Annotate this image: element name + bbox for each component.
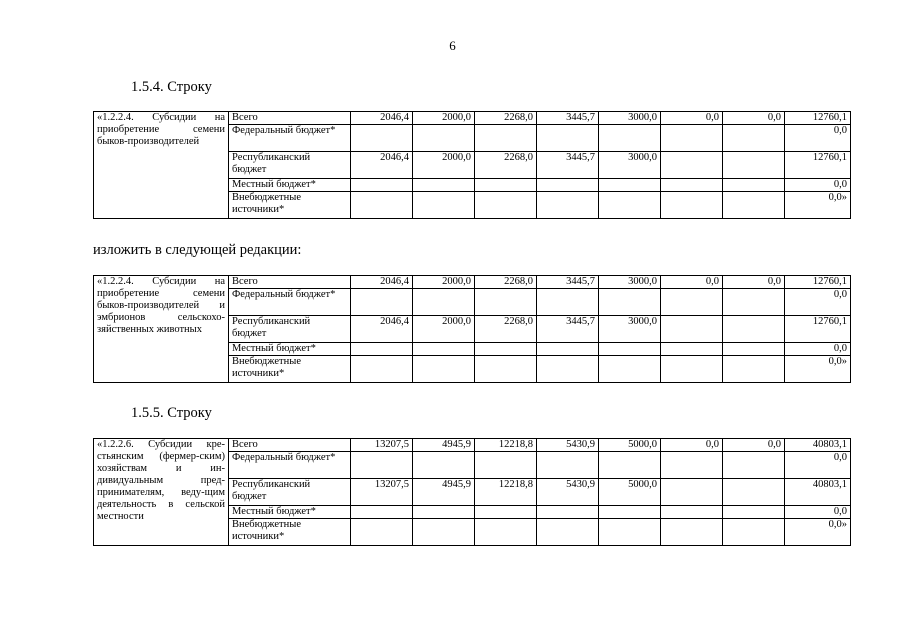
value-cell bbox=[537, 506, 599, 519]
budget-table-original bbox=[93, 111, 851, 219]
value-cell: 2268,0 bbox=[475, 152, 537, 179]
value-cell bbox=[723, 192, 785, 219]
funding-source-cell: Местный бюджет* bbox=[229, 506, 351, 519]
value-cell bbox=[475, 289, 537, 316]
value-cell bbox=[351, 452, 413, 479]
value-cell bbox=[599, 356, 661, 383]
funding-source-cell: Внебюджетные источники* bbox=[229, 519, 351, 546]
value-cell bbox=[475, 343, 537, 356]
value-cell bbox=[413, 356, 475, 383]
value-cell bbox=[537, 452, 599, 479]
funding-source-cell: Республиканский бюджет bbox=[229, 479, 351, 506]
measure-name-cell: «1.2.2.4. Субсидии на приобретение семени быков-производителей и эмбрионов сельскохо-зяйственных животных bbox=[94, 276, 229, 383]
value-cell: 3445,7 bbox=[537, 152, 599, 179]
value-cell: 5430,9 bbox=[537, 479, 599, 506]
value-cell bbox=[475, 356, 537, 383]
value-cell: 3000,0 bbox=[599, 316, 661, 343]
value-cell bbox=[723, 356, 785, 383]
value-cell bbox=[537, 179, 599, 192]
value-cell: 40803,1 bbox=[785, 479, 851, 506]
value-cell bbox=[723, 519, 785, 546]
value-cell: 12760,1 bbox=[785, 112, 851, 125]
value-cell: 2046,4 bbox=[351, 316, 413, 343]
funding-source-cell: Всего bbox=[229, 112, 351, 125]
budget-table-1-5-5 bbox=[93, 438, 851, 546]
measure-name-cell: «1.2.2.6. Субсидии кре-стьянским (фермер-ским) хозяйствам и ин-дивидуальным пред-принимателям, веду-щим деятельность в сельской местности bbox=[94, 439, 229, 546]
value-cell: 0,0 bbox=[661, 276, 723, 289]
value-cell: 3000,0 bbox=[599, 112, 661, 125]
value-cell bbox=[599, 452, 661, 479]
value-cell bbox=[475, 125, 537, 152]
value-cell bbox=[599, 506, 661, 519]
value-cell bbox=[351, 506, 413, 519]
value-cell bbox=[599, 125, 661, 152]
funding-source-cell: Республиканский бюджет bbox=[229, 152, 351, 179]
value-cell bbox=[599, 343, 661, 356]
value-cell bbox=[723, 506, 785, 519]
value-cell bbox=[351, 125, 413, 152]
value-cell bbox=[661, 479, 723, 506]
value-cell bbox=[661, 343, 723, 356]
value-cell: 3000,0 bbox=[599, 276, 661, 289]
value-cell: 0,0» bbox=[785, 192, 851, 219]
value-cell: 0,0 bbox=[723, 112, 785, 125]
value-cell bbox=[661, 289, 723, 316]
value-cell bbox=[413, 506, 475, 519]
value-cell bbox=[413, 125, 475, 152]
table-row bbox=[94, 112, 851, 125]
value-cell bbox=[723, 479, 785, 506]
value-cell bbox=[723, 125, 785, 152]
value-cell bbox=[661, 152, 723, 179]
value-cell: 3445,7 bbox=[537, 316, 599, 343]
measure-name-cell: «1.2.2.4. Субсидии на приобретение семени быков-производителей bbox=[94, 112, 229, 219]
value-cell bbox=[661, 179, 723, 192]
value-cell bbox=[599, 289, 661, 316]
value-cell: 2046,4 bbox=[351, 276, 413, 289]
funding-source-cell: Местный бюджет* bbox=[229, 179, 351, 192]
value-cell: 2268,0 bbox=[475, 112, 537, 125]
value-cell: 4945,9 bbox=[413, 479, 475, 506]
value-cell bbox=[475, 519, 537, 546]
value-cell bbox=[413, 519, 475, 546]
budget-table-new-edition bbox=[93, 275, 851, 383]
value-cell bbox=[351, 179, 413, 192]
section-heading-new-edition: изложить в следующей редакции: bbox=[93, 242, 302, 258]
value-cell: 12760,1 bbox=[785, 276, 851, 289]
value-cell bbox=[475, 452, 537, 479]
value-cell bbox=[537, 343, 599, 356]
funding-source-cell: Местный бюджет* bbox=[229, 343, 351, 356]
value-cell bbox=[723, 343, 785, 356]
value-cell bbox=[661, 356, 723, 383]
value-cell: 0,0» bbox=[785, 519, 851, 546]
table-row bbox=[94, 439, 851, 452]
value-cell: 13207,5 bbox=[351, 439, 413, 452]
value-cell: 12760,1 bbox=[785, 316, 851, 343]
funding-source-cell: Внебюджетные источники* bbox=[229, 356, 351, 383]
value-cell bbox=[537, 519, 599, 546]
section-heading-1-5-5: 1.5.5. Строку bbox=[131, 405, 212, 421]
value-cell bbox=[351, 192, 413, 219]
funding-source-cell: Внебюджетные источники* bbox=[229, 192, 351, 219]
value-cell bbox=[351, 519, 413, 546]
section-heading-1-5-4: 1.5.4. Строку bbox=[131, 79, 212, 95]
value-cell: 0,0 bbox=[785, 343, 851, 356]
value-cell: 12218,8 bbox=[475, 479, 537, 506]
funding-source-cell: Всего bbox=[229, 439, 351, 452]
value-cell: 3445,7 bbox=[537, 276, 599, 289]
value-cell: 2000,0 bbox=[413, 112, 475, 125]
value-cell bbox=[599, 192, 661, 219]
value-cell: 0,0 bbox=[785, 452, 851, 479]
value-cell bbox=[723, 316, 785, 343]
value-cell bbox=[413, 289, 475, 316]
table-row bbox=[94, 276, 851, 289]
funding-source-cell: Всего bbox=[229, 276, 351, 289]
value-cell: 13207,5 bbox=[351, 479, 413, 506]
value-cell: 0,0 bbox=[723, 276, 785, 289]
value-cell: 4945,9 bbox=[413, 439, 475, 452]
value-cell: 2268,0 bbox=[475, 316, 537, 343]
value-cell: 0,0 bbox=[661, 112, 723, 125]
value-cell bbox=[351, 356, 413, 383]
value-cell bbox=[723, 179, 785, 192]
value-cell bbox=[661, 506, 723, 519]
value-cell bbox=[475, 192, 537, 219]
page-number: 6 bbox=[449, 38, 456, 53]
value-cell: 5000,0 bbox=[599, 439, 661, 452]
value-cell: 2046,4 bbox=[351, 152, 413, 179]
value-cell bbox=[661, 519, 723, 546]
value-cell bbox=[661, 316, 723, 343]
value-cell: 0,0 bbox=[661, 439, 723, 452]
value-cell: 3445,7 bbox=[537, 112, 599, 125]
funding-source-cell: Федеральный бюджет* bbox=[229, 452, 351, 479]
funding-source-cell: Федеральный бюджет* bbox=[229, 125, 351, 152]
value-cell bbox=[413, 452, 475, 479]
value-cell bbox=[413, 192, 475, 219]
value-cell: 0,0 bbox=[785, 125, 851, 152]
value-cell: 5430,9 bbox=[537, 439, 599, 452]
funding-source-cell: Федеральный бюджет* bbox=[229, 289, 351, 316]
value-cell bbox=[723, 152, 785, 179]
value-cell bbox=[661, 125, 723, 152]
value-cell: 2000,0 bbox=[413, 276, 475, 289]
value-cell bbox=[723, 289, 785, 316]
value-cell bbox=[661, 452, 723, 479]
value-cell bbox=[475, 506, 537, 519]
value-cell: 2000,0 bbox=[413, 316, 475, 343]
value-cell bbox=[351, 343, 413, 356]
value-cell: 3000,0 bbox=[599, 152, 661, 179]
value-cell: 12218,8 bbox=[475, 439, 537, 452]
funding-source-cell: Республиканский бюджет bbox=[229, 316, 351, 343]
value-cell: 5000,0 bbox=[599, 479, 661, 506]
value-cell: 2268,0 bbox=[475, 276, 537, 289]
value-cell: 0,0 bbox=[785, 179, 851, 192]
value-cell: 2000,0 bbox=[413, 152, 475, 179]
value-cell bbox=[537, 125, 599, 152]
value-cell bbox=[351, 289, 413, 316]
value-cell bbox=[537, 289, 599, 316]
value-cell: 0,0 bbox=[785, 506, 851, 519]
value-cell bbox=[599, 519, 661, 546]
value-cell bbox=[537, 192, 599, 219]
value-cell: 0,0 bbox=[785, 289, 851, 316]
value-cell: 0,0 bbox=[723, 439, 785, 452]
value-cell: 0,0» bbox=[785, 356, 851, 383]
value-cell bbox=[413, 343, 475, 356]
value-cell bbox=[599, 179, 661, 192]
value-cell bbox=[475, 179, 537, 192]
value-cell: 2046,4 bbox=[351, 112, 413, 125]
value-cell: 12760,1 bbox=[785, 152, 851, 179]
value-cell bbox=[413, 179, 475, 192]
value-cell: 40803,1 bbox=[785, 439, 851, 452]
value-cell bbox=[537, 356, 599, 383]
value-cell bbox=[661, 192, 723, 219]
value-cell bbox=[723, 452, 785, 479]
